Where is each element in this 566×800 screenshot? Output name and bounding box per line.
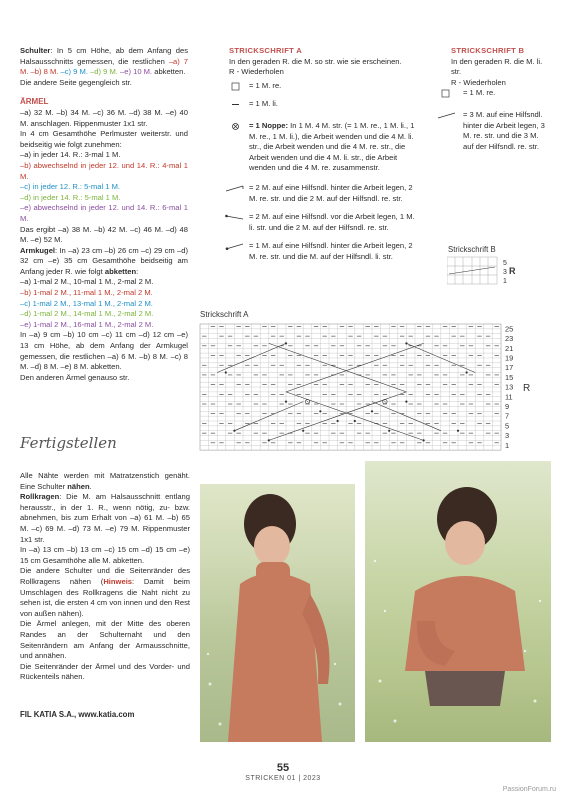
legend-b-row-knit: = 1 M. re. <box>451 88 551 99</box>
schulter-label: Schulter <box>20 46 51 55</box>
chart-a-dot-mark <box>225 371 227 373</box>
left-column <box>20 46 188 383</box>
chart-a-dot-mark <box>371 410 373 412</box>
chart-a-row-number: 13 <box>505 382 514 392</box>
aermel-text-4: –b) abwechselnd in jeder 12. und 14. R.: 4-mal 1 M. <box>20 160 188 181</box>
chart-a-dot-mark <box>423 439 425 441</box>
chart-a-dot-mark <box>337 420 339 422</box>
chart-a-dot-mark <box>354 420 356 422</box>
chart-a-dot-mark <box>302 430 304 432</box>
chart-b-row-3: 3 <box>503 269 507 276</box>
aermel-text-6: –d) in jeder 14. R.: 5-mal 1 M. <box>20 192 121 202</box>
chart-a-repeat-mark: R <box>523 383 531 395</box>
strickschrift-a-intro: In den geraden R. die M. so str. wie sie erscheinen. <box>229 56 402 66</box>
strickschrift-a-legend <box>229 46 415 268</box>
photo-girl-crouching-illustration <box>365 461 551 742</box>
armkugel-c: –c) 1-mal 2 M., 13-mal 1 M., 2-mal 2 M. <box>20 298 153 308</box>
legend-row-purl: = 1 M. li. <box>229 99 415 110</box>
credit-line: FIL KATIA S.A., www.katia.com <box>20 710 135 719</box>
aermel-text-3: –a) in jeder 14. R.: 3-mal 1 M. <box>20 150 121 160</box>
armkugel-d: –d) 1-mal 2 M., 14-mal 1 M., 2-mal 2 M. <box>20 309 154 319</box>
strickschrift-b-title: STRICKSCHRIFT B <box>451 46 525 55</box>
strickschrift-a-title: STRICKSCHRIFT A <box>229 46 302 55</box>
aermel-text-2: In 4 cm Gesamthöhe Perlmuster weiterstr. und beidseitig wie folgt zunehmen: <box>20 129 188 149</box>
chart-a-dot-mark <box>457 430 459 432</box>
armkugel-end: In –a) 9 cm –b) 10 cm –c) 11 cm –d) 12 cm –e) 13 cm Höhe, ab dem Anfang der Armkugel gemessen, die restlichen –a) 6 M. –b) 8 M. –c) 8 M. –d) 8 M. –e) 8 M. abketten. <box>20 330 188 372</box>
chart-a-row-number: 7 <box>505 411 510 421</box>
cross-back-icon <box>225 242 245 251</box>
legend-b-row-cable: = 3 M. auf eine Hilfsndl. hinter die Arbeit legen, 3 M. re. str. und die 3 M. auf der Hilfsndl. re. str. <box>451 110 551 152</box>
chart-a-dot-mark <box>285 401 287 403</box>
chart-a-row-number: 25 <box>505 324 514 334</box>
armkugel-other: Den anderen Ärmel genauso str. <box>20 372 130 382</box>
page-number: 55 <box>276 762 290 774</box>
chart-a-dot-mark <box>285 342 287 344</box>
aermel-heading: ÄRMEL <box>20 97 49 107</box>
chart-a-grid <box>198 322 543 452</box>
aermel-text-8: Das ergibt –a) 38 M. –b) 42 M. –c) 46 M. –d) 48 M. –e) 52 M. <box>20 224 188 245</box>
armkugel-b: –b) 1-mal 2 M., 11-mal 1 M., 2-mal 2 M. <box>20 288 153 298</box>
empty-square-icon <box>229 82 243 91</box>
legend-row-noppe: = 1 Noppe: In 1 M. 4 M. str. (= 1 M. re., 1 M. li., 1 M. re., 1 M. li.), die Arbeit wenden und die 4 M. li. str., die Arbeit wenden und die 4 M. re. str., die Arbeit wenden und die 4 M. li. str., die Arbeit wenden und die 4 M. re. zusammenstr. <box>229 121 415 174</box>
schulter-other: Die andere Seite gegengleich str. <box>20 77 132 87</box>
dash-icon <box>229 100 243 109</box>
strickschrift-b-intro: In den geraden R. die M. li. str. <box>451 56 543 77</box>
chart-a-row-number: 11 <box>505 392 513 402</box>
photo-girl-standing <box>200 484 355 742</box>
chart-a-dot-mark <box>405 401 407 403</box>
fertigstellen-text: Alle Nähte werden mit Matratzenstich genäht. Eine Schulter nähen. Rollkragen: Die M. am Halsausschnitt entlang herausstr., in der 1. R., wenn nötig, zu- bzw. abnehmen, bis zum Erhalt von –a) 61 M. –b) 65 M. –c) 69 M. –d) 73 M. –e) 79 M. Rippenmuster 1x1 str. In –a) 13 cm –b) 13 cm –c) 15 cm –d) 15 cm –e) 15 cm Gesamthöhe alle M. abketten. Die andere Schulter und die Seitenränder des Rollkragens nähen (Hinweis: Damit beim Umschlagen des Rollkragens die Naht nicht zu sehen ist, die ersten 4 cm von innen und den Rest von außen nähen). Die Ärmel anlegen, mit der Mitte des oberen Randes an der Schulternaht und den Seitenrändern am Anfang der Armausschnitte, und annähen. Die Seitenränder der Ärmel und des Vorder- und Rückenteils nähen. <box>20 471 191 682</box>
legend-row-cross-back: = 1 M. auf eine Hilfsndl. hinter die Arbeit legen, 2 M. re. str. und die M. auf der Hilfsndl. li. str. <box>229 241 415 262</box>
aermel-text-7: –e) abwechselnd in jeder 12. und 14. R.: 6-mal 1 M. <box>20 203 188 223</box>
watermark: PassionForum.ru <box>502 786 556 793</box>
empty-square-icon <box>439 89 453 98</box>
chart-b-row-5: 5 <box>503 260 507 267</box>
chart-b-repeat-mark: R <box>509 266 516 276</box>
armkugel-a: –a) 1-mal 2 M., 10-mal 1 M., 2-mal 2 M. <box>20 277 154 287</box>
strickschrift-b-repeat: R - Wiederholen <box>451 77 506 87</box>
cross-right-icon <box>225 184 245 193</box>
chart-a-row-number: 19 <box>505 353 514 363</box>
chart-a-row-number: 15 <box>505 372 514 382</box>
chart-a-row-number: 9 <box>505 401 510 411</box>
chart-a-row-number: 5 <box>505 421 510 431</box>
fertigstellen-heading: Fertigstellen <box>20 434 117 452</box>
schulter-paragraph: Schulter: In 5 cm Höhe, ab dem Anfang des Halsausschnitts gemessen, die restlichen –a) 7 M. –b) 8 M. –c) 9 M. –d) 9 M. –e) 10 M. abketten. <box>20 46 188 77</box>
chart-a-label: Strickschrift A <box>200 310 249 319</box>
chart-a-row-number: 3 <box>505 431 510 441</box>
aermel-text-5: –c) in jeder 12. R.: 5-mal 1 M. <box>20 182 121 192</box>
chart-b-label: Strickschrift B <box>448 245 496 254</box>
chart-a-dot-mark <box>319 410 321 412</box>
legend-row-knit: = 1 M. re. <box>229 81 415 92</box>
chart-a-dot-mark <box>405 342 407 344</box>
armkugel-e: –e) 1-mal 2 M., 16-mal 1 M., 2-mal 2 M. <box>20 319 154 329</box>
chart-a-dot-mark <box>268 439 270 441</box>
cross-left-icon <box>225 213 245 222</box>
chart-a-row-number: 21 <box>505 343 514 353</box>
photo-girl-standing-illustration <box>200 484 355 742</box>
chart-a-dot-mark <box>233 430 235 432</box>
aermel-text-1: –a) 32 M. –b) 34 M. –c) 36 M. –d) 38 M. –e) 40 M. anschlagen. Rippenmuster 1x1 str. <box>20 107 188 128</box>
chart-b-row-1: 1 <box>503 278 507 285</box>
photo-girl-crouching <box>365 461 551 742</box>
chart-a-dot-mark <box>466 371 468 373</box>
chart-a-row-number: 1 <box>505 440 510 450</box>
chart-a-row-number: 23 <box>505 334 514 344</box>
chart-b-grid <box>447 256 523 286</box>
magazine-issue: STRICKEN 01 | 2023 <box>245 775 321 782</box>
legend-row-cross-left: = 2 M. auf eine Hilfsndl. vor die Arbeit legen, 1 M. li. str. und die 2 M. auf der Hilfsndl. re. str. <box>229 212 415 233</box>
strickschrift-a-repeat: R - Wiederholen <box>229 67 284 77</box>
armkugel-paragraph: Armkugel: In –a) 23 cm –b) 26 cm –c) 29 cm –d) 32 cm –e) 35 cm Gesamthöhe beidseitig am Anfang jeder R. wie folgt abketten: <box>20 245 188 276</box>
chart-a-row-number: 17 <box>505 363 514 373</box>
chart-a-dot-mark <box>388 430 390 432</box>
strickschrift-b-legend <box>451 46 551 157</box>
cable-icon <box>437 111 457 120</box>
noppe-icon <box>229 122 243 131</box>
legend-row-cross-right: = 2 M. auf eine Hilfsndl. hinter die Arbeit legen, 2 M. re. str. und die 2 M. auf der Hilfsndl. re. str. <box>229 183 415 204</box>
